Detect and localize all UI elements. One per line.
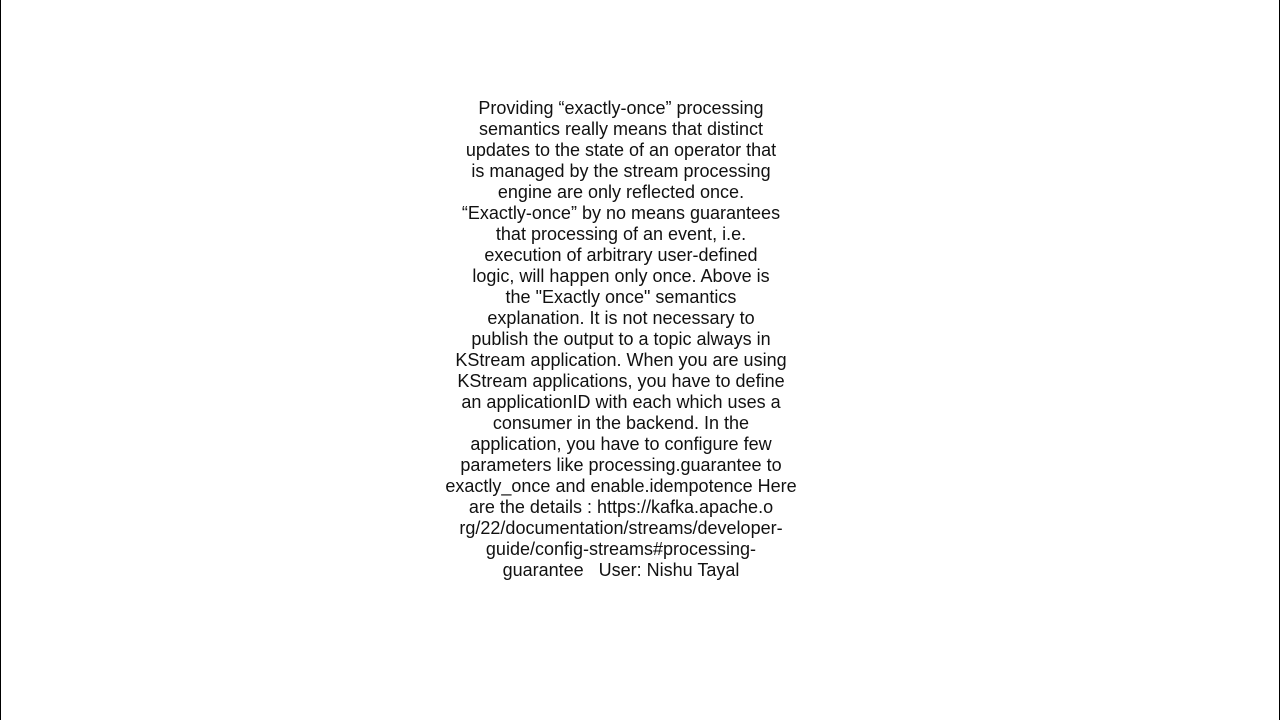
text-line: “Exactly-once” by no means guarantees	[461, 203, 781, 223]
text-line: logic, will happen only once. Above is	[472, 266, 770, 286]
text-line: is managed by the stream processing	[471, 161, 771, 181]
text-line: are the details : https://kafka.apache.o	[468, 497, 774, 517]
text-line: rg/22/documentation/streams/developer-	[459, 518, 783, 538]
text-line: publish the output to a topic always in	[471, 329, 771, 349]
text-line: KStream application. When you are using	[455, 350, 787, 370]
text-line: updates to the state of an operator that	[465, 140, 777, 160]
text-line: an applicationID with each which uses a	[461, 392, 781, 412]
text-line: guide/config-streams#processing-	[485, 539, 757, 559]
text-line: application, you have to configure few	[470, 434, 772, 454]
text-line: the "Exactly once" semantics	[505, 287, 737, 307]
text-line: consumer in the backend. In the	[492, 413, 750, 433]
text-line: engine are only reflected once.	[497, 182, 745, 202]
text-line: that processing of an event, i.e.	[495, 224, 747, 244]
text-line: parameters like processing.guarantee to	[460, 455, 782, 475]
text-line: execution of arbitrary user-defined	[484, 245, 758, 265]
text-line: KStream applications, you have to define	[457, 371, 785, 391]
text-line: explanation. It is not necessary to	[487, 308, 755, 328]
text-line: semantics really means that distinct	[478, 119, 764, 139]
text-line: guarantee User: Nishu Tayal	[502, 560, 740, 580]
answer-text-block	[431, 98, 811, 581]
text-line: exactly_once and enable.idempotence Here	[445, 476, 797, 496]
text-line: Providing “exactly-once” processing	[478, 98, 764, 118]
